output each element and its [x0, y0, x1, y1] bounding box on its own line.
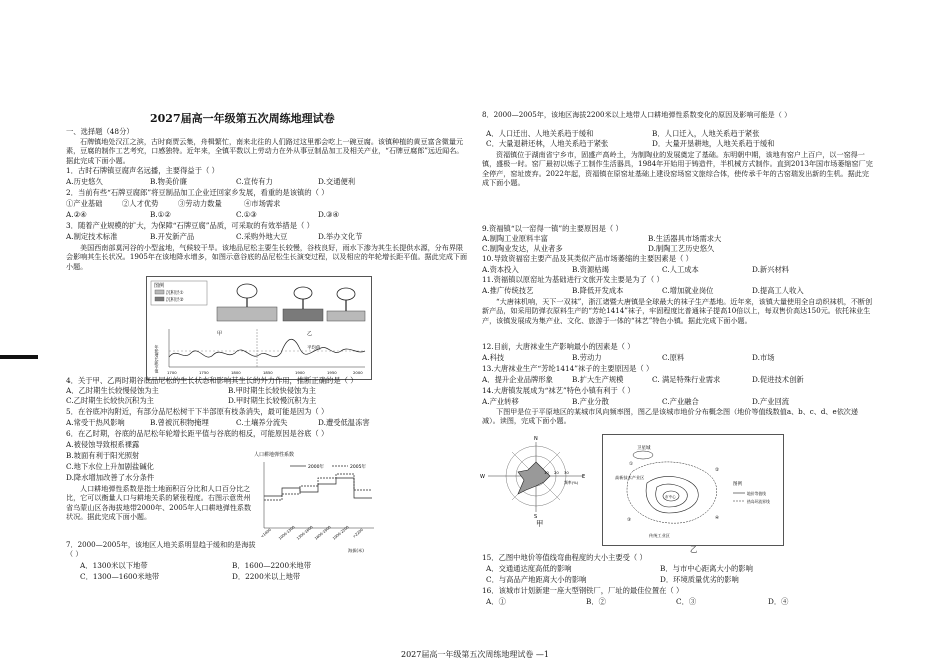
q14-option-b[interactable]: B.产业分散	[572, 397, 609, 406]
q9-option-b[interactable]: B.生活器具市场需求大	[648, 234, 722, 243]
q9-option-d[interactable]: D.制陶工艺历史悠久	[648, 244, 715, 253]
mean-label: 平均值	[307, 346, 321, 351]
q7-option-d[interactable]: D．2200米以上地带	[232, 572, 301, 581]
tree-crown-left	[237, 284, 257, 298]
q13-option-d[interactable]: D.促进技术创新	[752, 375, 804, 384]
period-label-yi: 乙	[307, 331, 313, 337]
wind-rose-south: S	[534, 514, 538, 520]
q8-option-b[interactable]: B．人口迁入，人地关系趋于紧张	[652, 129, 760, 138]
paper-title: 2027届高一年级第五次周练地理试卷	[150, 112, 335, 125]
question-4: 4．关于甲、乙两时期谷底品尼松的生长状态和影响其生长的外力作用，推断正确的是（ ）	[66, 376, 358, 385]
passage-5: “大唐袜机响，天下一双袜”，浙江诸暨大唐镇是全球最大的袜子生产基地。近年来，该镇大量使用全自动织袜机，不断创新产品，如采用防弹衣原料生产的“芳纶1414”袜子，牢固程度比普通袜子提高10倍以上，每双售价高达150元。依托袜业生产，该镇发展成为集产业、文化、旅游于一体的“袜艺”特色小镇。据此完成下面小题。	[482, 297, 873, 325]
legend-title: 图例	[733, 482, 742, 487]
q10-option-a[interactable]: A.资本投入	[482, 265, 519, 274]
q10-option-b[interactable]: B.资源枯竭	[572, 265, 609, 274]
question-13: 13.大唐袜业生产“芳纶1414”袜子的主要原因是（ ）	[482, 364, 654, 373]
q2-option-d[interactable]: D.③④	[318, 210, 339, 219]
q4-option-b[interactable]: B.甲时期生长较快侵蚀为主	[228, 386, 316, 395]
q15-option-b[interactable]: B．与市中心距离大小的影响	[660, 564, 753, 573]
heat-island-boundary	[627, 462, 720, 523]
q16-option-b[interactable]: B．②	[586, 597, 606, 606]
question-10: 10.导致资福窑主要产品及其类似产品市场萎缩的主要因素是（ ）	[482, 254, 693, 263]
q5-option-d[interactable]: D.遭受低温冻害	[318, 418, 370, 427]
satellite-town-outline	[633, 451, 653, 459]
tick-1800: 1800	[231, 370, 241, 375]
scale-20: 20	[554, 470, 559, 475]
period-label-jia: 甲	[217, 331, 223, 337]
pine-growth-svg	[147, 277, 371, 379]
q6-option-a[interactable]: A.被侵蚀导致根系裸露	[66, 440, 140, 449]
q6-option-c[interactable]: C.地下水位上升加剧盐碱化	[66, 462, 154, 471]
passage-3: 人口耕地弹性系数是指土地面积百分比和人口百分比之比，它可以衡量人口与耕地关系的紧张程度。右图示意贵州省乌蒙山区各海拔地带2000年、2005年人口耕地弹性系数状况。据此完成下面小题。	[66, 484, 252, 522]
q7-option-a[interactable]: A．1300米以下地带	[80, 561, 148, 570]
cat-label-5: 1900-2200	[332, 525, 350, 541]
question-15: 15．乙图中地价等值线弯曲程度的大小主要受（ ）	[482, 553, 647, 562]
legend-swatch-1	[155, 290, 164, 294]
q2-item-4: ④市场需求	[244, 199, 281, 208]
tick-2000: 2000	[353, 370, 363, 375]
q4-option-d[interactable]: D.甲时期生长较慢沉积为主	[228, 396, 317, 405]
wind-rose-caption: 甲	[536, 519, 544, 528]
q4-option-c[interactable]: C.乙时期生长较快沉积为主	[66, 396, 154, 405]
passage-1: 石牌镇地处汉江之滨，古时商贾云集，舟楫繁忙，南来北往的人们路过这里都会吃上一碗豆腐。该镇种植的黄豆富含微量元素，豆腐的制作工艺考究，口感独特。近年来，全镇平数以上劳动力在外从事豆制品加工及相关产业，“石牌豆腐郎”远近闻名。据此完成下面小题。	[66, 137, 464, 165]
passage-6: 下图甲是位于平原地区的某城市风向频率图，图乙是该城市地价分布概念图（地价等值线数值a、b、c、d、e依次递减）。读图，完成下面小题。	[482, 407, 858, 426]
land-value-map	[602, 434, 784, 546]
q6-option-b[interactable]: B.坡面有利于阳光照射	[66, 451, 140, 460]
q4-option-a[interactable]: A．乙时期生长较慢侵蚀为主	[66, 386, 159, 395]
legend-title: 图例	[154, 283, 165, 289]
wind-rose-east: E	[582, 474, 586, 480]
q8-option-d[interactable]: D．大量开垦耕地，人地关系趋于缓和	[652, 139, 775, 148]
marker-2: ②	[715, 468, 720, 473]
q11-option-b[interactable]: B.降低开发成本	[572, 286, 624, 295]
sediment-layer-mid	[283, 309, 323, 321]
scale-30: 30	[564, 470, 569, 475]
scale-unit: 频率(%)	[564, 480, 579, 485]
q3-option-a[interactable]: A.制定技术标准	[66, 232, 118, 241]
q5-option-a[interactable]: A.常受干热风影响	[66, 418, 125, 427]
chart-title: 人口耕地弹性系数	[254, 452, 295, 458]
question-9: 9.资福镇“以一窑得一镇”的主要原因是（ ）	[482, 224, 623, 233]
map-label-center: 市中心	[665, 495, 676, 499]
question-8: 8．2000—2005年，该地区海拔2200米以上地带人口耕地弹性系数变化的原因及影响可能是（ ）	[482, 110, 792, 119]
map-label-traditional: 传统工业区	[649, 533, 670, 538]
wind-rose-north: N	[534, 436, 538, 442]
tick-1950: 1950	[327, 370, 337, 375]
tick-1850: 1850	[263, 370, 273, 375]
q11-option-a[interactable]: A.推广传统技艺	[482, 286, 534, 295]
q2-option-a[interactable]: A.②④	[66, 210, 87, 219]
q16-option-d[interactable]: D．④	[768, 597, 789, 606]
x-axis-label: 海拔(米)	[348, 548, 364, 553]
q10-option-c[interactable]: C.人工成本	[662, 265, 699, 274]
cat-label-1: <1000	[260, 527, 272, 539]
q5-option-b[interactable]: B.曾被沉积物掩埋	[150, 418, 209, 427]
cat-label-4: 1600-1900	[314, 525, 332, 541]
q11-option-c[interactable]: C.增加就业岗位	[662, 286, 714, 295]
q16-option-c[interactable]: C．③	[676, 597, 697, 606]
question-3: 3．随着产业规模的扩大，为保障“石牌豆腐”品质，可采取的有效举措是（ ）	[66, 221, 314, 230]
q12-option-b[interactable]: B.劳动力	[572, 353, 602, 362]
question-16: 16．该城市计划新建一座大型钢铁厂，厂址的最佳位置在（ ）	[482, 586, 684, 595]
pine-growth-figure	[146, 276, 372, 380]
q9-option-c[interactable]: C.制陶业发达，从业者多	[482, 244, 563, 253]
page-edge-mark	[0, 355, 38, 359]
legend-label-heat-island: 热岛环流界线	[747, 499, 770, 504]
q2-option-c[interactable]: C.①③	[236, 210, 257, 219]
scale-10: 10	[544, 470, 549, 475]
q14-option-d[interactable]: D.产业回流	[752, 397, 790, 406]
q7-option-c[interactable]: C．1300—1600米地带	[80, 572, 160, 581]
question-1: 1．古时石牌镇豆腐声名远播，主要得益于（ ）	[66, 166, 219, 175]
cat-label-6: >2200	[352, 527, 364, 539]
q1-option-b[interactable]: B.物美价廉	[150, 177, 187, 186]
legend-label-2000: 2000年	[308, 465, 324, 470]
q9-option-a[interactable]: A.制陶工业原料丰富	[482, 234, 548, 243]
q1-option-c[interactable]: C.宣传有力	[236, 177, 273, 186]
question-7: 7．2000—2005年，该地区人地关系明显趋于缓和的是海拔（ ）	[66, 540, 256, 559]
elasticity-chart	[250, 448, 378, 556]
q13-option-b[interactable]: B.扩大生产规模	[572, 375, 624, 384]
question-12: 12.目前，大唐袜业生产影响最小的因素是（ ）	[482, 342, 635, 351]
page-footer: 2027届高一年级第五次周练地理试卷 —1	[401, 650, 549, 659]
q2-item-1: ①产业基础	[66, 199, 103, 208]
q1-option-d[interactable]: D.交通便利	[318, 177, 356, 186]
legend-label-2: 沉积层②	[166, 298, 184, 303]
cat-label-3: 1300-1600	[296, 525, 314, 541]
tree-crown-mid	[294, 287, 312, 299]
sediment-layer-left	[217, 307, 277, 321]
q2-item-2: ②人才优势	[122, 199, 159, 208]
q3-option-c[interactable]: C.采购外地大豆	[236, 232, 288, 241]
tick-1700: 1700	[167, 370, 177, 375]
tick-1750: 1750	[199, 370, 209, 375]
question-2: 2．当前有些“石牌豆腐郎”将豆制品加工企业迁回家乡发展，看重的是该镇的（ ）	[66, 188, 329, 197]
q2-item-3: ③劳动力数量	[178, 199, 222, 208]
land-value-caption: 乙	[690, 545, 698, 554]
q1-option-a[interactable]: A.历史悠久	[66, 177, 103, 186]
q15-option-d[interactable]: D．环境质量优劣的影响	[660, 575, 739, 584]
marker-1: ①	[629, 462, 634, 467]
wind-rose-svg	[478, 432, 598, 520]
q12-option-d[interactable]: D.市场	[752, 353, 775, 362]
tree-crown-right	[337, 288, 355, 300]
passage-4: 资福镇位于湖南省宁乡市，固盛产高岭土，为制陶业的发展奠定了基础。东明朝中期，该地有窑户上百户，以一窑得一镇，盛极一时。窑厂最初以炼子工制作生活器具，1984年开始用于铸造件，半机械方式制作。直到2013年国市场萎缩窑厂完全停产，窑址废弃。2022年起，资福镇在原窑址基础上建设窑场窑文旅综合体，使传承千年的古窑瑞发出新的生机。据此完成下面小题。	[482, 150, 873, 188]
tick-1900: 1900	[295, 370, 305, 375]
marker-4: ④	[715, 516, 720, 521]
q12-option-a[interactable]: A.科技	[482, 353, 505, 362]
q3-option-b[interactable]: B.开发新产品	[150, 232, 195, 241]
question-5: 5．在谷底冲沟附近，有部分品尼松树干下半部原有枝条消失，最可能是因为（ ）	[66, 407, 329, 416]
q14-option-c[interactable]: C.产业融合	[662, 397, 699, 406]
q16-option-a[interactable]: A．①	[486, 597, 506, 606]
legend-swatch-2	[155, 297, 164, 301]
q8-option-a[interactable]: A．人口迁出、人地关系趋于缓和	[486, 129, 594, 138]
legend-label-contour: 地价等值线	[747, 491, 766, 496]
map-label-hightech: 高新技术产业区	[615, 475, 645, 480]
wind-rose-west: W	[480, 474, 485, 480]
wind-rose-figure	[478, 432, 598, 520]
q5-option-c[interactable]: C.土壤养分流失	[236, 418, 288, 427]
passage-2: 美国西南部莫河谷的小型盆地，气候较干旱。该地品尼松主要生长较慢，谷枝良好，雨水下渗为其生长提供水源，分布界限会影响其生长状况。1905年在该地降水增多，如图示意谷底的品尼松生长演变过程，以及相应的年轮增长距平值。据此完成下面小题。	[66, 243, 468, 271]
land-value-svg	[603, 435, 783, 545]
legend-label-2005: 2005年	[350, 465, 366, 470]
q15-option-a[interactable]: A．交通通达度高低的影响	[486, 564, 572, 573]
marker-3: ③	[627, 518, 632, 523]
q13-option-a[interactable]: A．提升企业品牌形象	[482, 375, 553, 384]
map-label-satellite: 卫星城	[637, 446, 651, 451]
q2-option-b[interactable]: B.①②	[150, 210, 171, 219]
y-axis-label: 年轮增长距平值	[154, 345, 160, 373]
sediment-layer-right	[327, 311, 365, 321]
q10-option-d[interactable]: D.新兴材料	[752, 265, 790, 274]
q13-option-c[interactable]: C. 满足特殊行业需求	[652, 375, 721, 384]
question-11: 11.资福镇以原窑址为基础进行文旅开发主要是为了（ ）	[482, 275, 664, 284]
elasticity-chart-svg	[250, 448, 378, 556]
q11-option-d[interactable]: D.提高工人收入	[752, 286, 804, 295]
q7-option-b[interactable]: B．1600—2200米地带	[232, 561, 311, 570]
growth-curve	[169, 339, 365, 357]
question-14: 14.大唐镇发展成为“袜艺”特色小镇有利于（ ）	[482, 386, 635, 395]
q14-option-a[interactable]: A.产业转移	[482, 397, 519, 406]
legend-label-1: 沉积层①	[166, 291, 184, 296]
cat-label-2: 1000-1300	[278, 525, 296, 541]
q6-option-d[interactable]: D.降水增加改善了水分条件	[66, 473, 155, 482]
q15-option-c[interactable]: C．与高品产地距离大小的影响	[486, 575, 587, 584]
q8-option-c[interactable]: C．大量退耕还林，人地关系趋于紧张	[486, 139, 609, 148]
q3-option-d[interactable]: D.举办文化节	[318, 232, 363, 241]
q12-option-c[interactable]: C.原料	[662, 353, 685, 362]
question-6: 6．在乙时期，谷底的品尼松年轮增长距平值与谷底的相反，可能原因是谷底（ ）	[66, 429, 329, 438]
section-heading: 一、选择题（48分）	[66, 127, 134, 136]
